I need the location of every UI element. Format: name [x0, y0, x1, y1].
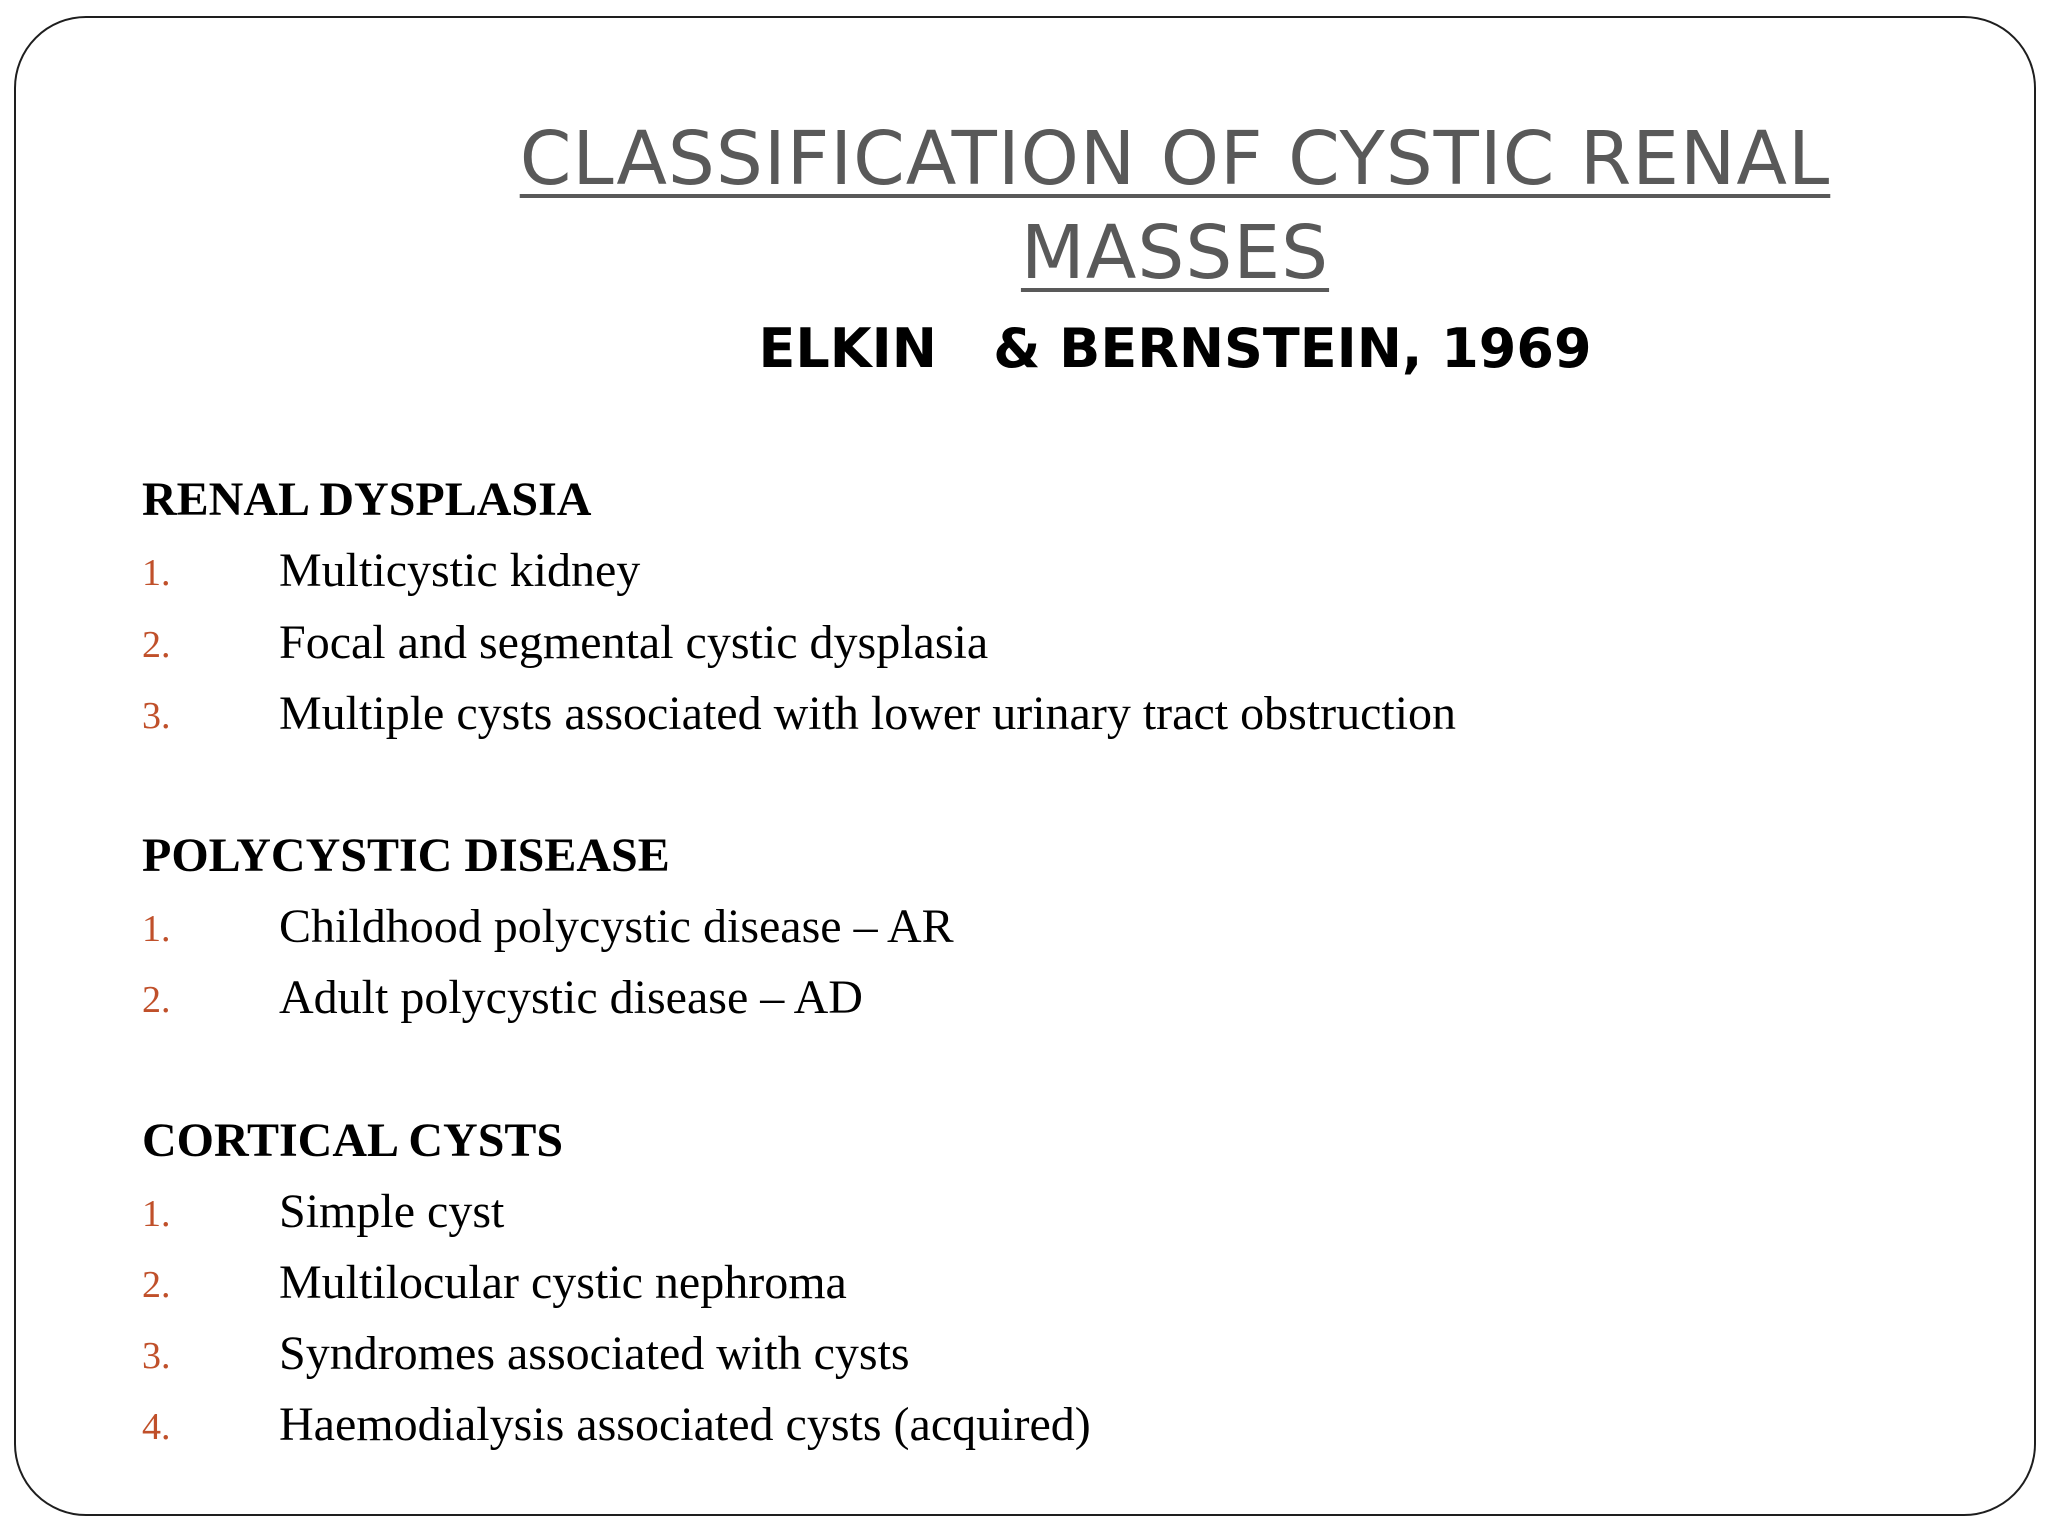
slide-subtitle: ELKIN & BERNSTEIN, 1969 [758, 317, 1592, 380]
list-item-text: Adult polycystic disease – AD [279, 971, 863, 1024]
list-item-number: 1. [142, 908, 171, 950]
list-item-text: Syndromes associated with cysts [279, 1327, 910, 1380]
list-item [142, 1324, 1942, 1384]
list-item-number: 2. [142, 979, 171, 1021]
slide-title-line-2: MASSES [1020, 210, 1330, 296]
list-item [142, 897, 1942, 957]
list-item [142, 684, 1942, 744]
list-item-text: Multilocular cystic nephroma [279, 1256, 847, 1309]
slide-title-line-1: CLASSIFICATION OF CYSTIC RENAL [519, 116, 1831, 202]
list-item-number: 1. [142, 552, 171, 594]
list-item-number: 3. [142, 1335, 171, 1377]
list-item-text: Multicystic kidney [279, 544, 641, 597]
list-item [142, 1253, 1942, 1313]
section-heading-renal-dysplasia: RENAL DYSPLASIA [142, 473, 592, 526]
list-item [142, 613, 1942, 673]
list-item [142, 1395, 1942, 1455]
list-item [142, 541, 1942, 601]
list-item-text: Multiple cysts associated with lower urinary tract obstruction [279, 687, 1457, 740]
list-item-number: 2. [142, 1264, 171, 1306]
list-item-text: Childhood polycystic disease – AR [279, 900, 954, 953]
list-item-number: 2. [142, 624, 171, 666]
list-item-text: Simple cyst [279, 1185, 505, 1238]
list-item-number: 4. [142, 1406, 171, 1448]
section-heading-polycystic-disease: POLYCYSTIC DISEASE [142, 829, 670, 882]
list-item-number: 3. [142, 695, 171, 737]
list-item-text: Focal and segmental cystic dysplasia [279, 616, 989, 669]
list-item [142, 1182, 1942, 1242]
list-item [142, 968, 1942, 1028]
section-heading-cortical-cysts: CORTICAL CYSTS [142, 1114, 564, 1167]
list-item-text: Haemodialysis associated cysts (acquired) [279, 1398, 1091, 1451]
list-item-number: 1. [142, 1193, 171, 1235]
